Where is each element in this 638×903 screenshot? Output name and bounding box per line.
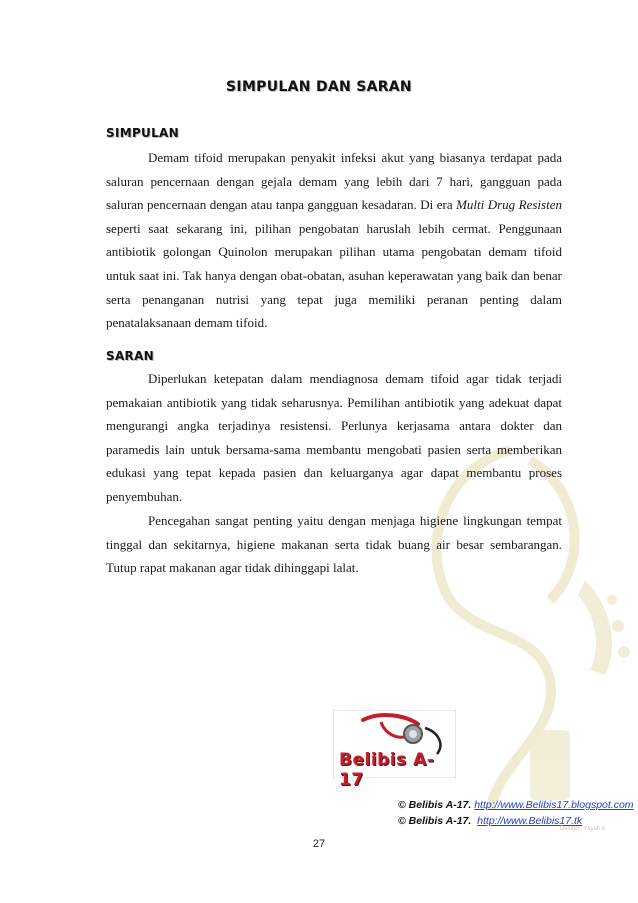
credit-label: © Belibis A-17. bbox=[398, 799, 472, 811]
saran-paragraph-2: Pencegahan sangat penting yaitu dengan menjaga higiene lingkungan tempat tinggal dan sekitarnya, higiene makanan serta tidak buang air besar sembarangan. Tutup rapat makanan agar tidak dihinggapi lalat. bbox=[106, 513, 562, 576]
saran-paragraph-1: Diperlukan ketepatan dalam mendiagnosa demam tifoid agar tidak terjadi pemakaian antibiotik yang tidak seharusnya. Pemilihan antibiotik yang adekuat dapat mengurangi angka terjadinya resistensi. Perlunya kerjasama antara dokter dan paramedis lain untuk bersama-sama membantu mengobati pasien serta memberikan edukasi yang tepat kepada pasien dan keluarganya agar dapat membantu proses penyembuhan. bbox=[106, 371, 562, 504]
credit-link-tk[interactable]: http://www.Belibis17.tk bbox=[477, 815, 583, 827]
credit-label: © Belibis A-17. bbox=[398, 815, 472, 827]
page-number: 27 bbox=[312, 838, 326, 850]
multi-drug-resisten-term: Multi Drug Resisten bbox=[456, 197, 562, 213]
belibis-logo bbox=[333, 710, 456, 790]
watermark-design-text: Design : Yayah A bbox=[560, 826, 606, 832]
credit-line-1 bbox=[398, 797, 634, 813]
credits bbox=[398, 797, 634, 829]
credit-link-blogspot[interactable]: http://www.Belibis17.blogspot.com bbox=[474, 799, 634, 811]
simpulan-heading: SIMPULAN bbox=[106, 126, 179, 140]
page-title: SIMPULAN DAN SARAN bbox=[226, 79, 412, 95]
saran-heading: SARAN bbox=[106, 349, 154, 363]
logo-text: Belibis A-17 bbox=[339, 750, 435, 790]
simpulan-paragraph: Demam tifoid merupakan penyakit infeksi akut yang biasanya terdapat pada saluran pencernaan dengan gejala demam yang lebih dari 7 hari, gangguan pada saluran pencernaan dengan atau tanpa gangguan kesadaran. Di era Multi Drug Resisten seperti saat sekarang ini, pilihan pengobatan haruslah lebih cermat. Penggunaan antibiotik golongan Quinolon merupakan pilihan utama pengobatan demam tifoid untuk saat ini. Tak hanya dengan obat-obatan, asuhan keperawatan yang baik dan benar serta penanganan nutrisi yang tepat juga memiliki peranan penting dalam penatalaksanaan demam tifoid. bbox=[106, 150, 562, 331]
